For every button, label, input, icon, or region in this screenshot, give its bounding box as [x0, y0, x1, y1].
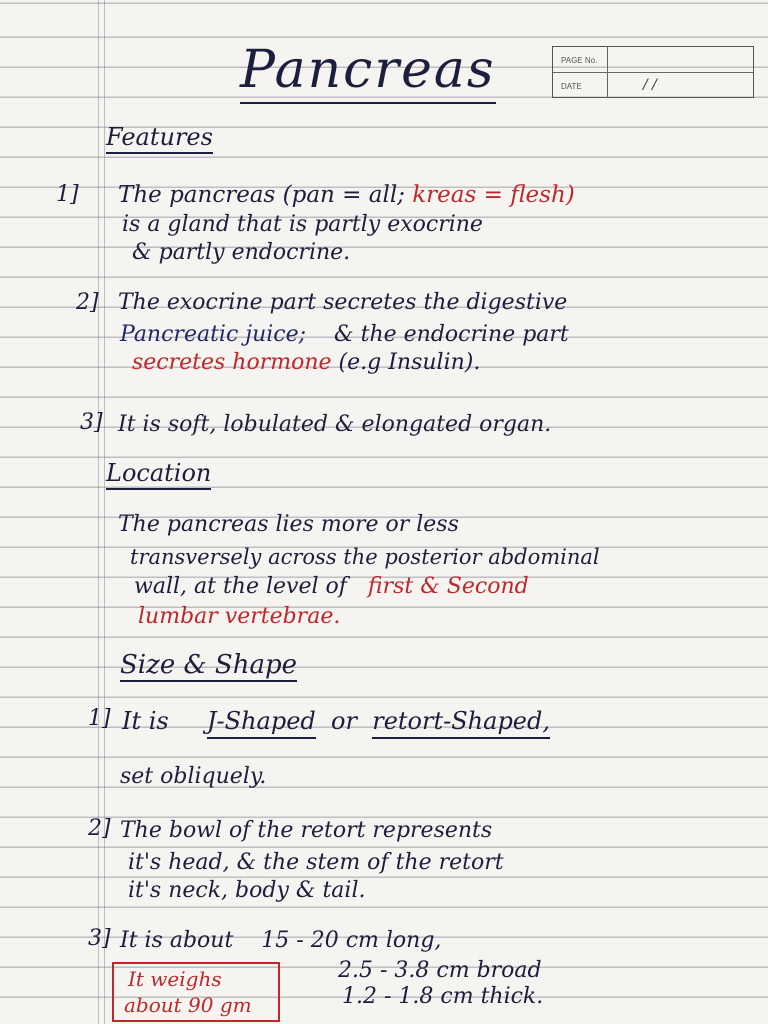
page-title: Pancreas — [240, 40, 496, 104]
features-item1-number: 1] — [56, 182, 79, 207]
or-text: or — [331, 707, 357, 735]
location-heading: Location — [106, 460, 211, 490]
features-item2-line1: The exocrine part secretes the digestive — [118, 290, 568, 315]
features-item1-line1 — [118, 182, 575, 208]
margin-line — [104, 0, 105, 1024]
page-no-label: PAGE No. — [561, 56, 598, 65]
insulin-example-text: (e.g Insulin). — [338, 350, 481, 375]
size-item3-line1 — [120, 928, 441, 954]
size-item2-line2: it's head, & the stem of the retort — [128, 850, 504, 875]
weight-box — [112, 962, 280, 1022]
size-item1-number: 1] — [88, 706, 111, 731]
date-value: / / — [643, 77, 657, 93]
size-item2-number: 2] — [88, 816, 111, 841]
length-text: 15 - 20 cm long, — [261, 928, 442, 953]
location-line2: transversely across the posterior abdominal — [130, 545, 600, 569]
features-item1-text: The pancreas (pan = all; — [118, 182, 413, 208]
size-item3-line3: 1.2 - 1.8 cm thick. — [342, 984, 544, 1009]
retort-shaped-text: retort-Shaped, — [372, 707, 550, 739]
j-shaped-text: J-Shaped — [207, 707, 316, 739]
size-shape-heading: Size & Shape — [120, 650, 297, 680]
location-wall-text: wall, at the level of — [134, 574, 347, 599]
page-date-stamp — [552, 46, 754, 98]
size-item1-line2: set obliquely. — [120, 764, 267, 789]
size-item3-line2: 2.5 - 3.8 cm broad — [338, 958, 542, 983]
date-label: DATE — [561, 82, 582, 91]
features-item3-line1: It is soft, lobulated & elongated organ. — [118, 412, 552, 437]
features-item2-line3 — [132, 350, 480, 376]
kreas-flesh-text: kreas = flesh) — [412, 182, 575, 208]
weight-box-line2: about 90 gm — [124, 993, 252, 1017]
location-line1: The pancreas lies more or less — [118, 512, 459, 537]
size-item1-line1 — [122, 708, 550, 734]
weight-box-line1: It weighs — [128, 967, 222, 991]
features-item2-line2 — [120, 322, 569, 348]
features-item2-number: 2] — [76, 290, 99, 315]
size-item2-line1: The bowl of the retort represents — [120, 818, 493, 843]
features-item3-number: 3] — [80, 410, 103, 435]
features-item1-line2: is a gland that is partly exocrine — [122, 212, 483, 237]
features-heading: Features — [106, 124, 213, 154]
it-is-about-text: It is about — [120, 928, 234, 953]
first-second-text: first & Second — [367, 574, 529, 599]
location-line3 — [134, 574, 529, 600]
margin-line — [98, 0, 99, 1024]
size-item3-number: 3] — [88, 926, 111, 951]
size-item2-line3: it's neck, body & tail. — [128, 878, 366, 903]
location-line4: lumbar vertebrae. — [138, 604, 341, 629]
it-is-text: It is — [122, 707, 169, 735]
pancreatic-juice-text: Pancreatic juice; — [120, 322, 307, 347]
secretes-hormone-text: secretes hormone — [132, 350, 332, 375]
endocrine-part-text: & the endocrine part — [334, 322, 569, 347]
features-item1-line3: & partly endocrine. — [132, 240, 351, 265]
